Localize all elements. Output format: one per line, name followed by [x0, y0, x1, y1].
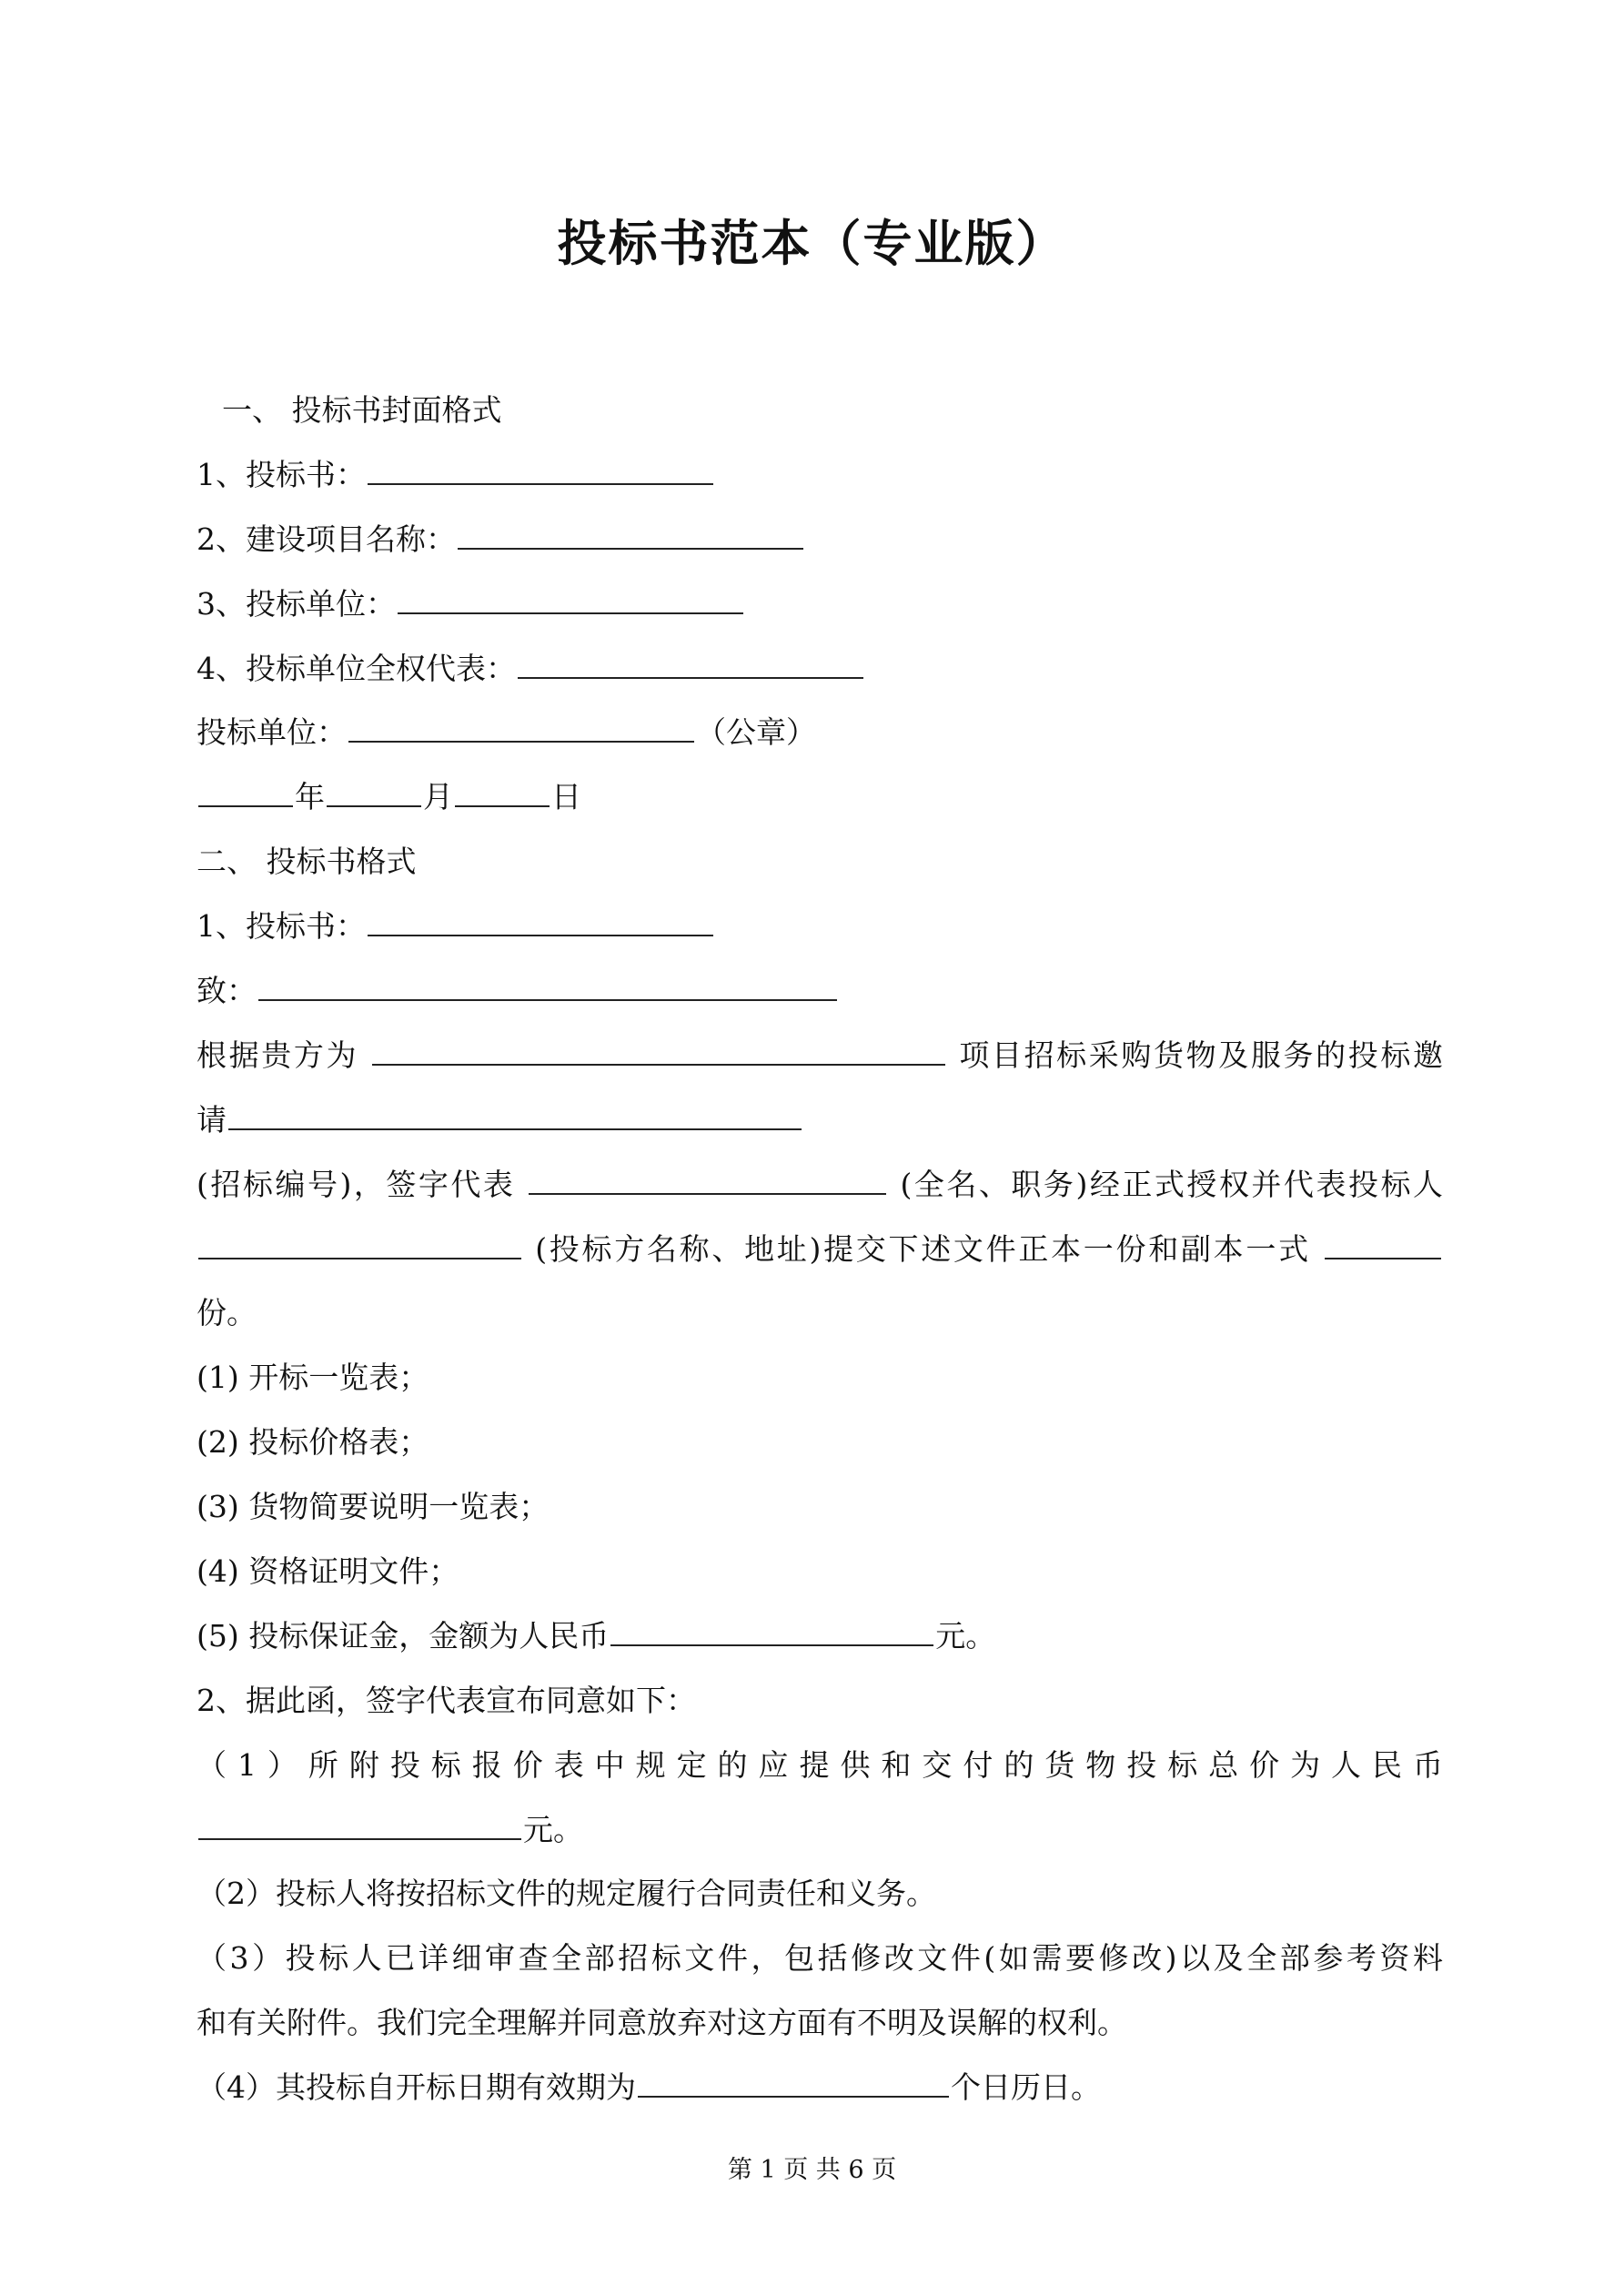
- blank-field[interactable]: [518, 653, 863, 679]
- paragraph-line: 根据贵方为 项目招标采购货物及服务的投标邀: [197, 1037, 1443, 1073]
- blank-month[interactable]: [327, 782, 421, 807]
- paragraph-line: 和有关附件。我们完全理解并同意放弃对这方面有不明及误解的权利。: [197, 2005, 1127, 2041]
- blank-field[interactable]: [529, 1169, 886, 1195]
- paragraph-line: 元。: [197, 1798, 1443, 1863]
- document-title: 投标书范本（专业版）: [557, 214, 1067, 272]
- section-heading: 一、 投标书封面格式: [222, 392, 502, 428]
- paragraph-line: 份。: [197, 1295, 257, 1331]
- paragraph-line: （3）投标人已详细审查全部招标文件，包括修改文件(如需要修改)以及全部参考资料: [197, 1940, 1443, 1977]
- cover-field: 3、投标单位：: [197, 572, 1443, 637]
- blank-field[interactable]: [228, 1105, 802, 1130]
- paragraph-line: （4）其投标自开标日期有效期为 个日历日。: [197, 2069, 1101, 2106]
- form-field: 致：: [197, 959, 1443, 1024]
- blank-day[interactable]: [455, 782, 550, 807]
- blank-field[interactable]: [1325, 1234, 1441, 1259]
- list-item: (5) 投标保证金，金额为人民币 元。: [197, 1617, 996, 1654]
- blank-field[interactable]: [610, 1621, 933, 1646]
- list-item: (2) 投标价格表；: [197, 1424, 429, 1461]
- page-footer: 第 1 页 共 6 页: [727, 2156, 897, 2184]
- form-field: 1、投标书：: [197, 895, 1443, 959]
- blank-field[interactable]: [368, 460, 713, 485]
- cover-field: 2、建设项目名称：: [197, 508, 1443, 572]
- blank-field[interactable]: [398, 589, 743, 614]
- paragraph-line: (招标编号)，签字代表 (全名、职务)经正式授权并代表投标人: [197, 1166, 1444, 1202]
- list-item: (4) 资格证明文件；: [197, 1553, 459, 1590]
- form-field: 2、据此函，签字代表宣布同意如下：: [197, 1682, 696, 1718]
- blank-field[interactable]: [198, 1815, 521, 1840]
- document-body: [197, 379, 1443, 2120]
- blank-field[interactable]: [372, 1040, 945, 1066]
- list-item: (3) 货物简要说明一览表；: [197, 1489, 550, 1525]
- list-item: (1) 开标一览表；: [197, 1360, 429, 1396]
- paragraph-line: （2）投标人将按招标文件的规定履行合同责任和义务。: [197, 1876, 936, 1912]
- paragraph-line: （1）所附投标报价表中规定的应提供和交付的货物投标总价为人民币: [197, 1746, 1443, 1783]
- date-line: 年 月 日: [197, 765, 1443, 830]
- blank-field[interactable]: [368, 911, 713, 936]
- cover-field: 投标单位： （公章）: [197, 714, 816, 751]
- paragraph-line: 请: [197, 1088, 1443, 1153]
- cover-field: 1、投标书：: [197, 443, 1443, 508]
- blank-field[interactable]: [638, 2072, 949, 2098]
- blank-field[interactable]: [348, 717, 694, 743]
- cover-field: 4、投标单位全权代表：: [197, 637, 1443, 702]
- paragraph-line: (投标方名称、地址)提交下述文件正本一份和副本一式: [197, 1218, 1443, 1282]
- blank-field[interactable]: [198, 1234, 521, 1259]
- blank-field[interactable]: [258, 976, 837, 1001]
- blank-year[interactable]: [198, 782, 293, 807]
- blank-field[interactable]: [458, 524, 803, 550]
- section-heading: 二、 投标书格式: [197, 844, 417, 880]
